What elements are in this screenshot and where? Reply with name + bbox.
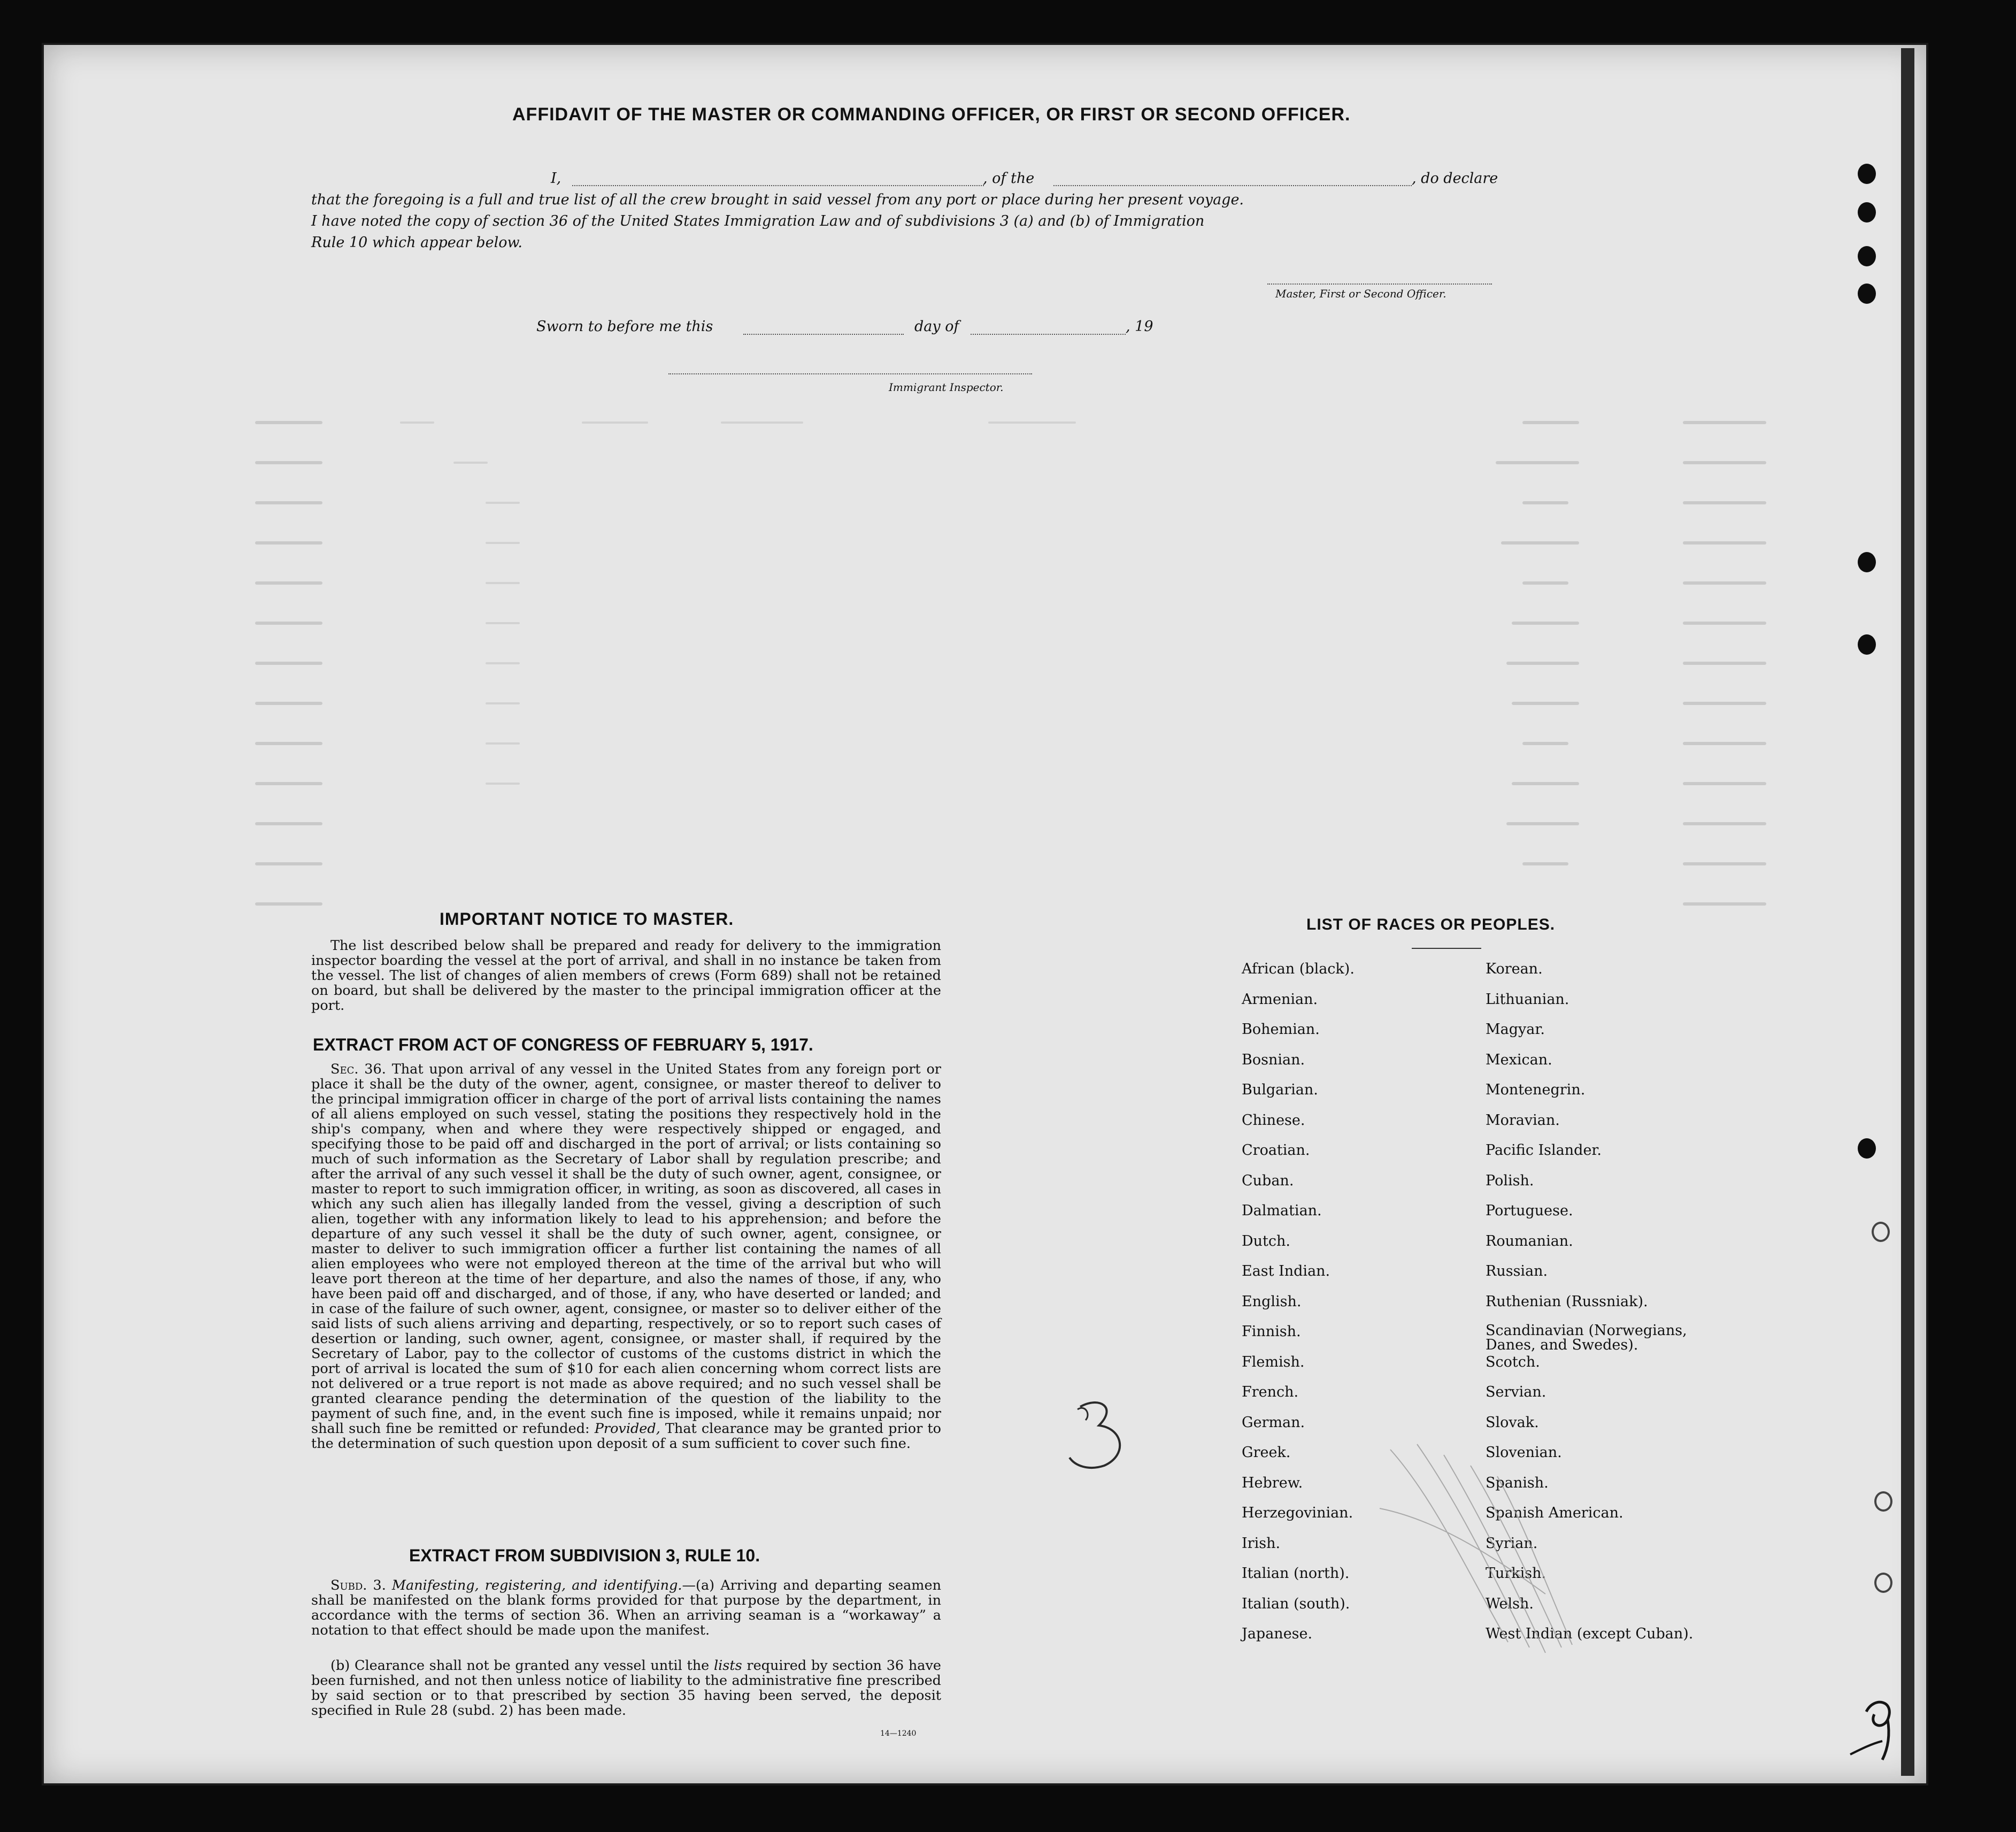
punch-hole xyxy=(1858,634,1876,655)
race-item: Servian. xyxy=(1486,1384,1546,1400)
act-extract-body xyxy=(311,1062,941,1451)
rule-extract-title: EXTRACT FROM SUBDIVISION 3, RULE 10. xyxy=(409,1546,760,1565)
punch-hole xyxy=(1874,1491,1892,1512)
race-item: Croatian. xyxy=(1242,1142,1310,1159)
race-item: Dalmatian. xyxy=(1242,1202,1322,1219)
sec-36-text: That upon arrival of any vessel in the United States from any foreign port or place it shall be the duty of the owner, agent, consignee, or master thereof to deliver to the principal immigration officer in charge of the port of arrival lists containing the names of all aliens employed on such vessel, stating the positions they respectively hold in the ship's company, when and where they were respectively shipped or engaged, and specifying those to be paid off and discharged in the port of arrival; or lists containing so much of such information as the Secretary of Labor shall by regulation prescribe; and after the arrival of any such vessel it shall be the duty of such owner, agent, consignee, or master to report to such immigration officer, in writing, as soon as discovered, all cases in which any such alien has illegally landed from the vessel, giving a description of such alien, together with any information likely to lead to his apprehension; and before the departure of any such vessel it shall be the duty of such owner, agent, consignee, or master to deliver to such immigration officer a further list containing the names of all alien employees who were not employed thereon at the time of the arrival but who will leave port thereon at the time of her departure, and also the names of those, if any, who have been paid off and discharged, and of those, if any, who have deserted or landed; and in case of the failure of such owner, agent, consignee, or master so to deliver either of the said lists of such aliens arriving and departing, respectively, or so to report such cases of desertion or landing, such owner, agent, consignee, or master shall, if required by the Secretary of Labor, pay to the collector of customs of the customs district in which the port of arrival is located the sum of $10 for each alien concerning whom correct lists are not delivered or a true report is not made as above required; and no such vessel shall be granted clearance pending the determination of the question of the liability to the payment of such fine, and, in the event such fine is imposed, while it remains unpaid; nor shall such fine be remitted or refunded: xyxy=(311,1061,941,1437)
race-item: Spanish. xyxy=(1486,1474,1549,1491)
race-item: Herzegovinian. xyxy=(1242,1505,1353,1521)
provided-word: Provided, xyxy=(594,1421,660,1437)
master-signature-line[interactable] xyxy=(1267,283,1492,285)
race-item: Magyar. xyxy=(1486,1021,1545,1038)
race-item: East Indian. xyxy=(1242,1263,1330,1279)
subd-para-a: —(a) Arriving and departing seamen shall be manifested on the blank forms provided for that purpose by the department, in accordance with the terms of section 36. When an arriving seaman is a “workaway” a notation to that effect should be made upon the manifest. xyxy=(311,1577,942,1638)
notice-body: The list described below shall be prepared and ready for delivery to the immigration inspector boarding the vessel at the port of arrival, and shall in no instance be taken from the vessel. The list of changes of alien members of crews (Form 689) shall not be retained on board, but shall be delivered by the master to the principal immigration officer at the port. xyxy=(311,938,941,1014)
name-blank[interactable] xyxy=(572,185,984,186)
race-item: Bohemian. xyxy=(1242,1021,1320,1038)
race-item: Slovak. xyxy=(1486,1414,1539,1431)
race-item: Mexican. xyxy=(1486,1051,1552,1068)
race-item: English. xyxy=(1242,1293,1302,1310)
punch-hole xyxy=(1858,202,1876,223)
sheet-edge xyxy=(1901,48,1914,1776)
punch-hole xyxy=(1874,1573,1892,1593)
affidavit-i: I, xyxy=(551,170,561,187)
inspector-signature-caption: Immigrant Inspector. xyxy=(889,381,1004,394)
affidavit-line-2: that the foregoing is a full and true list of all the crew brought in said vessel from any port or place during her present voyage. xyxy=(311,191,1244,208)
race-item: Montenegrin. xyxy=(1486,1082,1586,1098)
punch-hole xyxy=(1858,283,1876,304)
master-signature-caption: Master, First or Second Officer. xyxy=(1275,287,1446,300)
punch-hole xyxy=(1858,164,1876,184)
race-item: Korean. xyxy=(1486,961,1543,977)
vessel-blank[interactable] xyxy=(1053,185,1412,186)
race-item: Italian (south). xyxy=(1242,1595,1350,1612)
race-item: Polish. xyxy=(1486,1172,1534,1189)
race-item: Bosnian. xyxy=(1242,1051,1305,1068)
race-item: Welsh. xyxy=(1486,1595,1534,1612)
punch-hole xyxy=(1872,1222,1890,1242)
race-item: Slovenian. xyxy=(1486,1444,1562,1461)
race-item: Greek. xyxy=(1242,1444,1291,1461)
race-item: Italian (north). xyxy=(1242,1565,1350,1582)
subd-label: Subd. 3. xyxy=(330,1577,386,1593)
sworn-text: Sworn to before me this xyxy=(536,318,713,335)
punch-hole xyxy=(1858,552,1876,572)
race-item: Russian. xyxy=(1486,1263,1548,1279)
race-item: Lithuanian. xyxy=(1486,991,1569,1008)
affidavit-of-the: , of the xyxy=(983,170,1035,187)
rule-extract-para-a xyxy=(311,1578,941,1638)
sworn-month-blank[interactable] xyxy=(971,334,1126,335)
race-item: Ruthenian (Russniak). xyxy=(1486,1293,1648,1310)
race-item: Chinese. xyxy=(1242,1112,1305,1129)
subd-heading: Manifesting, registering, and identifying. xyxy=(391,1577,682,1593)
sworn-day-blank[interactable] xyxy=(743,334,904,335)
rule-extract-para-b xyxy=(311,1658,941,1718)
races-title-rule xyxy=(1412,948,1481,949)
affidavit-title: AFFIDAVIT OF THE MASTER OR COMMANDING OFFICER, OR FIRST OR SECOND OFFICER. xyxy=(512,104,1351,125)
race-item: Spanish American. xyxy=(1486,1505,1623,1521)
act-extract-title: EXTRACT FROM ACT OF CONGRESS OF FEBRUARY 5, 1917. xyxy=(313,1035,813,1054)
race-item: Scandinavian (Norwegians, Danes, and Swedes). xyxy=(1486,1322,1687,1353)
race-item: Hebrew. xyxy=(1242,1474,1303,1491)
subd-para-b-start: (b) Clearance shall not be granted any vessel until the xyxy=(330,1658,710,1674)
race-item: German. xyxy=(1242,1414,1305,1431)
race-item: West Indian (except Cuban). xyxy=(1486,1626,1694,1642)
race-item: Pacific Islander. xyxy=(1486,1142,1602,1159)
punch-hole xyxy=(1858,246,1876,266)
race-item: Flemish. xyxy=(1242,1353,1305,1370)
race-item: Turkish. xyxy=(1486,1565,1546,1582)
subd-para-b-end: required by section 36 have been furnished, and not then unless notice of liability to the administrative fine prescribed by said section or to that prescribed by section 35 having been served, the deposit specified in Rule 28 (subd. 2) has been made. xyxy=(311,1658,941,1719)
race-item: Bulgarian. xyxy=(1242,1082,1318,1098)
subd-para-b-lists: lists xyxy=(713,1658,742,1674)
punch-hole xyxy=(1858,1138,1876,1159)
handwritten-mark-center-shape xyxy=(1061,1396,1142,1487)
race-item: French. xyxy=(1242,1384,1299,1400)
race-item: Cuban. xyxy=(1242,1172,1294,1189)
race-item: Dutch. xyxy=(1242,1232,1290,1250)
form-number: 14—1240 xyxy=(880,1729,917,1738)
bleed-through-rows xyxy=(241,412,1791,947)
race-item: Finnish. xyxy=(1242,1323,1301,1340)
corner-pen-mark xyxy=(1845,1690,1909,1770)
pencil-scribble xyxy=(1369,1434,1743,1664)
race-item: Armenian. xyxy=(1242,991,1318,1008)
inspector-signature-line[interactable] xyxy=(668,373,1032,374)
race-item: Moravian. xyxy=(1486,1112,1560,1129)
race-item: Irish. xyxy=(1242,1535,1281,1552)
race-item: Roumanian. xyxy=(1486,1232,1573,1250)
race-item: Japanese. xyxy=(1242,1626,1313,1642)
affidavit-do-declare: , do declare xyxy=(1412,170,1498,187)
race-item: Portuguese. xyxy=(1486,1202,1573,1219)
race-item: Syrian. xyxy=(1486,1535,1538,1552)
race-item: Scotch. xyxy=(1486,1353,1540,1370)
races-title: LIST OF RACES OR PEOPLES. xyxy=(1306,916,1556,933)
sec-label: Sec. 36. xyxy=(330,1061,386,1077)
sec-36-text-end: That clearance may be granted prior to the determination of such question upon deposit of a sum sufficient to cover such fine. xyxy=(311,1421,942,1452)
day-of-text: day of xyxy=(914,318,959,335)
year-prefix: , 19 xyxy=(1126,318,1153,335)
affidavit-line-3: I have noted the copy of section 36 of the United States Immigration Law and of subdivisions 3 (a) and (b) of Immigration xyxy=(311,213,1205,229)
race-item: African (black). xyxy=(1242,961,1355,977)
notice-title: IMPORTANT NOTICE TO MASTER. xyxy=(440,909,734,929)
affidavit-line-4: Rule 10 which appear below. xyxy=(311,234,522,251)
